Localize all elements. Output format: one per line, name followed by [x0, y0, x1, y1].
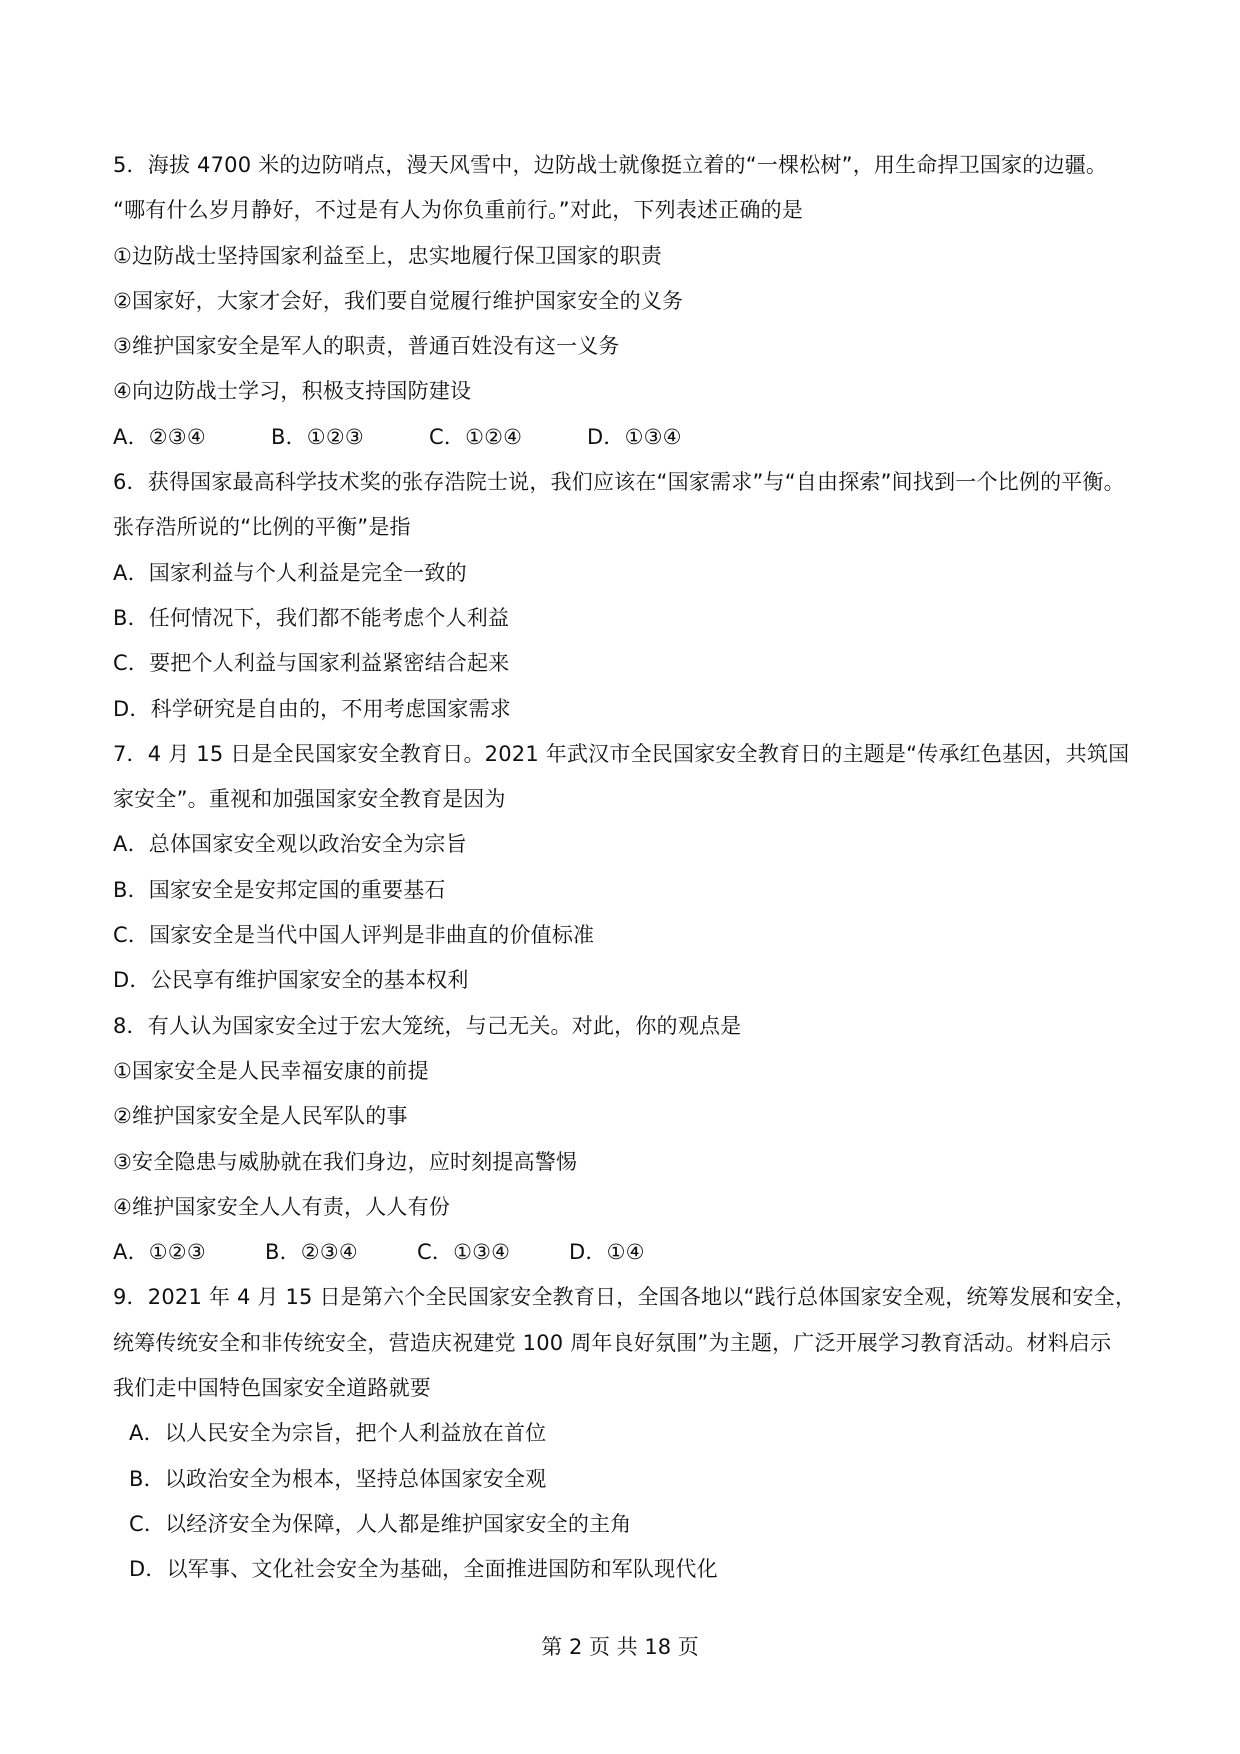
question-stem: 5．海拔 4700 米的边防哨点，漫天风雪中，边防战士就像挺立着的“一棵松树”，用生命捍卫国家的边疆。: [113, 153, 1108, 177]
option-d: D．科学研究是自由的，不用考虑国家需求: [113, 696, 511, 721]
option-d: D．以军事、文化社会安全为基础，全面推进国防和军队现代化: [129, 1557, 718, 1582]
choice-b: B．①②③: [271, 424, 364, 449]
page-number-footer: 第 2 页 共 18 页: [541, 1635, 699, 1659]
answer-choices: [113, 1230, 1123, 1275]
option-c: C．要把个人利益与国家利益紧密结合起来: [113, 651, 510, 676]
option-d: D．公民享有维护国家安全的基本权利: [113, 968, 469, 993]
question-stem: 我们走中国特色国家安全道路就要: [113, 1376, 431, 1401]
question-stem: 9．2021 年 4 月 15 日是第六个全民国家安全教育日，全国各地以“践行总体国家安全观，统筹发展和安全，: [113, 1285, 1137, 1310]
question-5: [113, 143, 1123, 460]
question-stem: 张存浩所说的“比例的平衡”是指: [113, 515, 411, 540]
choice-d: D．①③④: [587, 424, 682, 449]
question-stem: 7．4 月 15 日是全民国家安全教育日。2021 年武汉市全民国家安全教育日的主题是“传承红色基因，共筑国: [113, 741, 1130, 766]
choice-b: B．②③④: [265, 1240, 358, 1265]
statement-item: ③安全隐患与威胁就在我们身边，应时刻提高警惕: [113, 1149, 578, 1174]
option-b: B．任何情况下，我们都不能考虑个人利益: [113, 605, 510, 630]
option-a: A．总体国家安全观以政治安全为宗旨: [113, 832, 467, 857]
option-c: C．国家安全是当代中国人评判是非曲直的价值标准: [113, 923, 595, 948]
page-content: [113, 143, 1137, 1593]
statement-item: ④向边防战士学习，积极支持国防建设: [113, 379, 472, 404]
statement-item: ④维护国家安全人人有责，人人有份: [113, 1194, 451, 1219]
question-stem: 统筹传统安全和非传统安全，营造庆祝建党 100 周年良好氛围”为主题，广泛开展学习教育活动。材料启示: [113, 1330, 1112, 1355]
statement-item: ③维护国家安全是军人的职责，普通百姓没有这一义务: [113, 334, 620, 359]
option-a: A．以人民安全为宗旨，把个人利益放在首位: [129, 1421, 547, 1446]
choice-a: A．②③④: [113, 424, 206, 449]
choice-a: A．①②③: [113, 1240, 206, 1265]
statement-item: ②国家好，大家才会好，我们要自觉履行维护国家安全的义务: [113, 288, 684, 313]
choice-c: C．①③④: [417, 1240, 511, 1265]
question-stem: 6．获得国家最高科学技术奖的张存浩院士说，我们应该在“国家需求”与“自由探索”间找到一个比例的平衡。: [113, 470, 1125, 495]
statement-item: ①边防战士坚持国家利益至上，忠实地履行保卫国家的职责: [113, 243, 663, 268]
option-b: B．以政治安全为根本，坚持总体国家安全观: [129, 1466, 547, 1491]
question-stem: “哪有什么岁月静好，不过是有人为你负重前行。”对此，下列表述正确的是: [113, 198, 804, 223]
question-6: [113, 460, 1123, 732]
option-a: A．国家利益与个人利益是完全一致的: [113, 560, 467, 585]
question-7: [113, 732, 1130, 1004]
question-stem: 家安全”。重视和加强国家安全教育是因为: [113, 787, 506, 812]
statement-item: ②维护国家安全是人民军队的事: [113, 1104, 408, 1129]
question-8: [113, 1004, 1123, 1276]
choice-c: C．①②④: [429, 424, 523, 449]
choice-d: D．①④: [569, 1240, 645, 1265]
question-9: [113, 1275, 1137, 1592]
answer-choices: [113, 415, 1123, 460]
statement-item: ①国家安全是人民幸福安康的前提: [113, 1058, 429, 1083]
option-b: B．国家安全是安邦定国的重要基石: [113, 877, 446, 902]
question-stem: 8．有人认为国家安全过于宏大笼统，与己无关。对此，你的观点是: [113, 1013, 742, 1038]
option-c: C．以经济安全为保障，人人都是维护国家安全的主角: [129, 1511, 632, 1536]
